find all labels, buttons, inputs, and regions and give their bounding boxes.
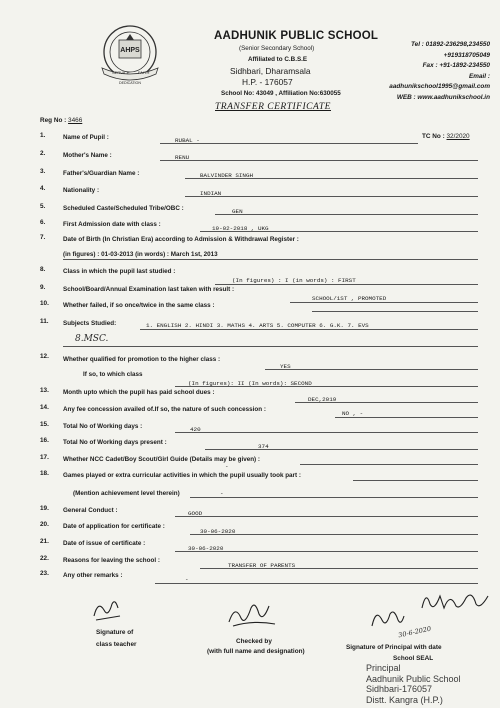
school-location: Sidhbari, Dharamsala bbox=[230, 66, 311, 76]
svg-text:AHPS: AHPS bbox=[120, 47, 140, 54]
field-value: BALVINDER SINGH bbox=[200, 172, 254, 179]
field-label: Month upto which the pupil has paid school dues : bbox=[63, 389, 215, 396]
field-value: - bbox=[185, 576, 189, 583]
svg-text:SERVICE: SERVICE bbox=[112, 70, 130, 75]
field-label: Any other remarks : bbox=[63, 572, 123, 579]
field-number: 15. bbox=[40, 421, 49, 428]
principal-signature bbox=[368, 606, 408, 632]
field-label: Whether failed, if so once/twice in the same class : bbox=[63, 302, 215, 309]
field-number: 9. bbox=[40, 284, 46, 291]
field-value: 19-02-2018 , UKG bbox=[212, 225, 269, 232]
field-label: Any fee concession availed of.If so, the nature of such concession : bbox=[63, 406, 266, 413]
contact-block bbox=[389, 40, 490, 103]
school-subtitle: (Senior Secondary School) bbox=[239, 45, 315, 52]
field-number: 2. bbox=[40, 150, 46, 157]
principal-handwritten-date: 30-6-2020 bbox=[397, 624, 432, 640]
field-number: 16. bbox=[40, 437, 49, 444]
checked-by-label-2: (with full name and designation) bbox=[207, 648, 305, 655]
field-value: GEN bbox=[232, 208, 243, 215]
field-label: Date of application for certificate : bbox=[63, 523, 165, 530]
contact-fax: Fax : +91-1892-234550 bbox=[422, 62, 490, 69]
field-number: 20. bbox=[40, 521, 49, 528]
field-value: 1. ENGLISH 2. HINDI 3. MATHS 4. ARTS 5. COMPUTER 6. G.K. 7. EVS bbox=[146, 322, 369, 329]
field-label: Date of issue of certificate : bbox=[63, 540, 146, 547]
svg-text:DEDICATION: DEDICATION bbox=[119, 81, 141, 85]
field-label: Total No of Working days : bbox=[63, 423, 143, 430]
class-teacher-label: Signature of bbox=[96, 629, 134, 636]
field-label: General Conduct : bbox=[63, 507, 118, 514]
school-seal-label: School SEAL bbox=[393, 655, 434, 662]
field-number: 7. bbox=[40, 234, 46, 241]
field-number: 13. bbox=[40, 387, 49, 394]
field-label: Father's/Guardian Name : bbox=[63, 170, 140, 177]
field-value: (In figures) : I (in words) : FIRST bbox=[232, 277, 356, 284]
contact-email: aadhunikschool1995@gmail.com bbox=[389, 83, 490, 90]
school-logo bbox=[100, 22, 160, 88]
field-sub-label: (Mention achievement level therein) bbox=[73, 490, 180, 497]
field-sub-value: - bbox=[220, 490, 224, 497]
contact-tel: Tel : 01892-236298,234550 bbox=[411, 41, 490, 48]
field-label: Whether qualified for promotion to the higher class : bbox=[63, 356, 221, 363]
tc-no bbox=[422, 133, 470, 140]
principal-stamp bbox=[366, 663, 461, 705]
stamp-line-4: Distt. Kangra (H.P.) bbox=[366, 694, 443, 705]
school-affiliation: Affiliated to C.B.S.E bbox=[248, 56, 308, 63]
subjects-handwritten: 8.MSC. bbox=[75, 334, 109, 344]
field-number: 4. bbox=[40, 185, 46, 192]
field-number: 6. bbox=[40, 219, 46, 226]
field-sub-label: If so, to which class bbox=[83, 371, 143, 378]
field-number: 17. bbox=[40, 454, 49, 461]
checked-by-label: Checked by bbox=[236, 638, 272, 645]
field-number: 21. bbox=[40, 538, 49, 545]
field-number: 11. bbox=[40, 318, 49, 325]
reg-no-value: 3466 bbox=[68, 117, 83, 124]
class-teacher-signature bbox=[88, 596, 128, 626]
field-number: 8. bbox=[40, 266, 46, 273]
field-number: 3. bbox=[40, 168, 46, 175]
stamp-line-2: Aadhunik Public School bbox=[366, 673, 461, 684]
field-value: NO , - bbox=[342, 410, 364, 417]
field-number: 18. bbox=[40, 470, 49, 477]
field-number: 19. bbox=[40, 505, 49, 512]
field-number: 1. bbox=[40, 132, 46, 139]
field-value: RENU bbox=[175, 154, 190, 161]
field-number: 23. bbox=[40, 570, 49, 577]
document-title: TRANSFER CERTIFICATE bbox=[215, 102, 331, 112]
field-number: 10. bbox=[40, 300, 49, 307]
field-sub-value: (In figures): II (In words): SECOND bbox=[188, 380, 312, 387]
field-value: (in figures) : 01-03-2013 (in words) : March 1st, 2013 bbox=[63, 251, 218, 258]
field-number: 12. bbox=[40, 353, 49, 360]
reg-no bbox=[40, 117, 82, 124]
svg-text:FAITH: FAITH bbox=[138, 70, 150, 75]
field-value: RUBAL - bbox=[175, 137, 200, 144]
field-value: SCHOOL/1ST , PROMOTED bbox=[312, 295, 387, 302]
field-value: GOOD bbox=[188, 510, 203, 517]
field-label: Subjects Studied: bbox=[63, 320, 117, 327]
field-number: 22. bbox=[40, 555, 49, 562]
field-label: Date of Birth (In Christian Era) according to Admission & Withdrawal Register : bbox=[63, 236, 299, 243]
field-number: 14. bbox=[40, 404, 49, 411]
handwritten-signature-right bbox=[418, 586, 493, 616]
field-value: YES bbox=[280, 363, 291, 370]
field-number: 5. bbox=[40, 203, 46, 210]
field-label: Mother's Name : bbox=[63, 152, 112, 159]
field-label: First Admission date with class : bbox=[63, 221, 161, 228]
school-name: AADHUNIK PUBLIC SCHOOL bbox=[214, 30, 379, 42]
field-value: INDIAN bbox=[200, 190, 222, 197]
field-value: TRANSFER OF PARENTS bbox=[228, 562, 296, 569]
field-label: Nationality : bbox=[63, 187, 100, 194]
field-label: Class in which the pupil last studied : bbox=[63, 268, 176, 275]
field-label: School/Board/Annual Examination last taken with result : bbox=[63, 286, 235, 293]
field-label: Scheduled Caste/Scheduled Tribe/OBC : bbox=[63, 205, 184, 212]
school-codes: School No: 43049 , Affiliation No:630055 bbox=[221, 90, 341, 97]
reg-no-label: Reg No : bbox=[40, 117, 69, 124]
field-value: - bbox=[225, 463, 229, 470]
field-value: 30-06-2020 bbox=[188, 545, 224, 552]
field-value: 374 bbox=[258, 443, 269, 450]
stamp-line-1: Principal bbox=[366, 663, 401, 673]
contact-email-label: Email : bbox=[469, 72, 490, 80]
stamp-line-3: Sidhbari-176057 bbox=[366, 684, 433, 694]
tc-no-label: TC No : bbox=[422, 133, 447, 140]
contact-web: WEB : www.aadhunikschool.in bbox=[396, 93, 490, 101]
field-label: Reasons for leaving the school : bbox=[63, 557, 160, 564]
field-value: 30-06-2020 bbox=[200, 528, 236, 535]
checked-by-signature bbox=[225, 598, 280, 630]
class-teacher-label-2: class teacher bbox=[96, 641, 137, 648]
field-label: Total No of Working days present : bbox=[63, 439, 167, 446]
school-pin: H.P. - 176057 bbox=[242, 77, 293, 87]
field-label: Whether NCC Cadet/Boy Scout/Girl Guide (Details may be given) : bbox=[63, 456, 260, 463]
field-label: Games played or extra curricular activities in which the pupil usually took part : bbox=[63, 472, 301, 479]
principal-signature-label: Signature of Principal with date bbox=[346, 644, 442, 651]
field-value: DEC,2019 bbox=[308, 396, 337, 403]
field-value: 420 bbox=[190, 426, 201, 433]
tc-no-value: 32/2020 bbox=[446, 133, 470, 140]
contact-mobile: +919318705049 bbox=[443, 51, 490, 59]
field-label: Name of Pupil : bbox=[63, 134, 109, 141]
